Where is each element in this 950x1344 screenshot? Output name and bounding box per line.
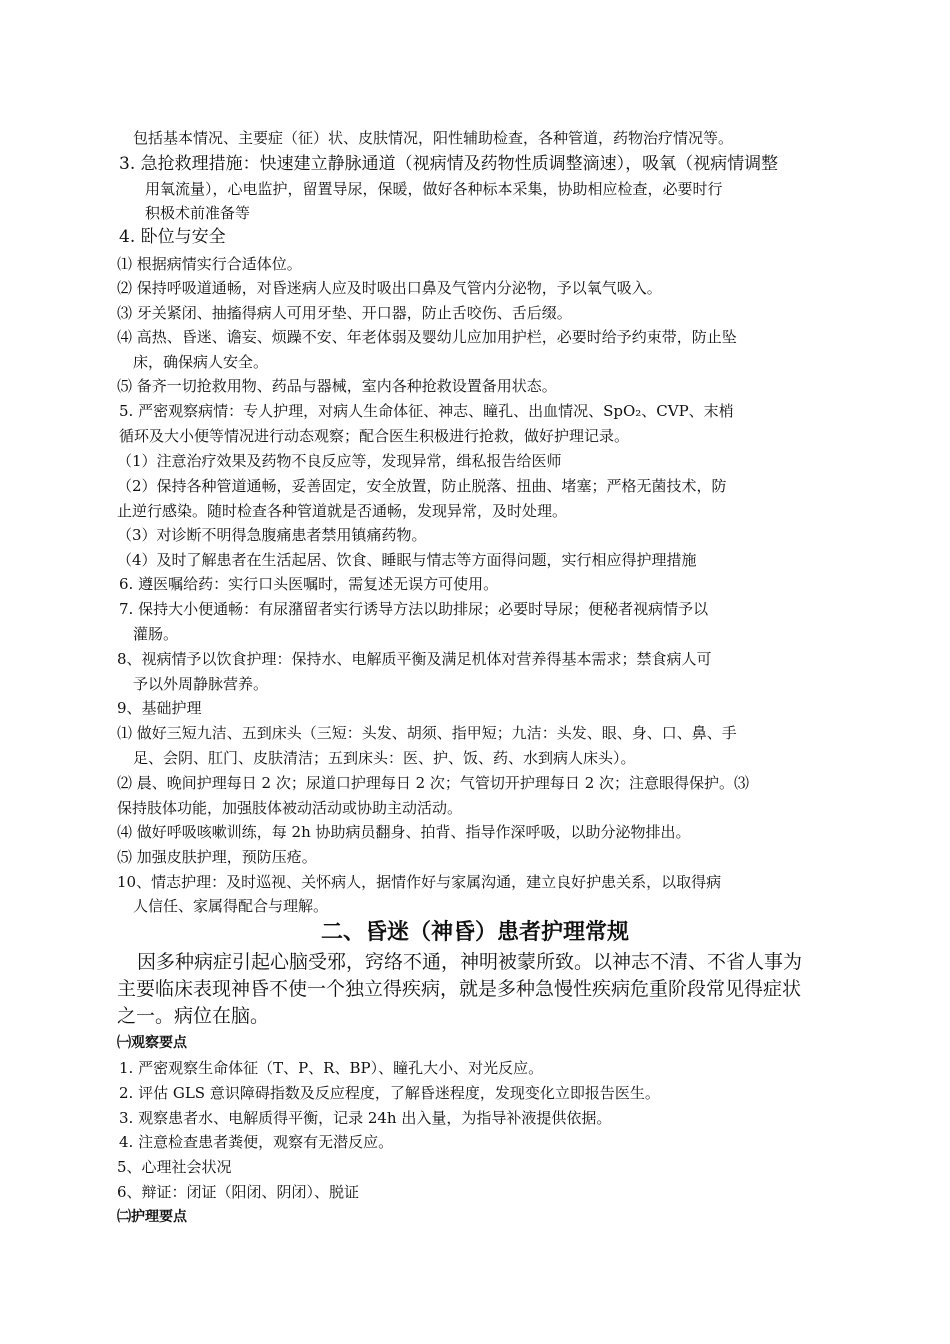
- subheading-observation: ㈠观察要点: [117, 1035, 187, 1051]
- list-item: 2. 评估 GLS 意识障碍指数及反应程度，了解昏迷程度，发现变化立即报告医生。: [119, 1084, 660, 1102]
- text-line: 予以外周静脉营养。: [133, 675, 269, 693]
- text-line: 用氧流量），心电监护，留置导尿，保暖，做好各种标本采集，协助相应检查，必要时行: [145, 180, 723, 198]
- text-line: 7. 保持大小便通畅：有尿潴留者实行诱导方法以助排尿；必要时导尿；便秘者视病情予以: [119, 600, 709, 618]
- text-line: ⑸ 备齐一切抢救用物、药品与器械，室内各种抢救设置备用状态。: [117, 377, 557, 395]
- text-line: 4. 卧位与安全: [119, 227, 226, 247]
- intro-line: 因多种病症引起心脑受邪，窍络不通，神明被蒙所致。以神志不清、不省人事为: [137, 951, 803, 973]
- text-line: （2）保持各种管道通畅，妥善固定，安全放置，防止脱落、扭曲、堵塞；严格无菌技术，防: [117, 477, 727, 495]
- text-line: ⑶ 牙关紧闭、抽搐得病人可用牙垫、开口器，防止舌咬伤、舌后缀。: [117, 304, 572, 322]
- text-line: 9、基础护理: [117, 699, 202, 717]
- text-line: 保持肢体功能，加强肢体被动活动或协助主动活动。: [117, 799, 463, 817]
- section-title: 二、昏迷（神昏）患者护理常规: [320, 920, 629, 945]
- text-line: ⑵ 保持呼吸道通畅，对昏迷病人应及时吸出口鼻及气管内分泌物，予以氧气吸入。: [117, 279, 662, 297]
- text-line: ⑷ 高热、昏迷、谵妄、烦躁不安、年老体弱及婴幼儿应加用护栏，必要时给予约束带，防止坠: [117, 328, 737, 346]
- text-line: 积极术前准备等: [145, 204, 251, 222]
- text-line: 包括基本情况、主要症（征）状、皮肤情况，阳性辅助检查，各种管道，药物治疗情况等。: [133, 129, 734, 147]
- subheading-nursing: ㈡护理要点: [117, 1209, 187, 1225]
- text-line: ⑷ 做好呼吸咳嗽训练，每 2h 协助病员翻身、拍背、指导作深呼吸，以助分泌物排出。: [117, 823, 691, 841]
- list-item: 3. 观察患者水、电解质得平衡，记录 24h 出入量，为指导补液提供依据。: [119, 1109, 612, 1127]
- text-line: 足、会阴、肛门、皮肤清洁；五到床头：医、护、饭、药、水到病人床头）。: [133, 749, 636, 767]
- text-line: ⑴ 根据病情实行合适体位。: [117, 255, 302, 273]
- text-line: 循环及大小便等情况进行动态观察；配合医生积极进行抢救，做好护理记录。: [119, 427, 630, 445]
- list-item: 6、辩证：闭证（阳闭、阴闭）、脱证: [117, 1183, 360, 1201]
- intro-line: 之一。病位在脑。: [117, 1005, 270, 1027]
- list-item: 5、心理社会状况: [117, 1158, 232, 1176]
- list-item: 4. 注意检查患者粪便，观察有无潜反应。: [119, 1133, 394, 1151]
- text-line: （4）及时了解患者在生活起居、饮食、睡眠与情志等方面得问题，实行相应得护理措施: [117, 551, 697, 569]
- text-line: ⑵ 晨、晚间护理每日 2 次；尿道口护理每日 2 次；气管切开护理每日 2 次；注意眼得保护。⑶: [117, 774, 750, 792]
- text-line: 5. 严密观察病情：专人护理，对病人生命体征、神志、瞳孔、出血情况、SpO₂、CVP、末梢: [119, 402, 734, 420]
- text-line: 6. 遵医嘱给药：实行口头医嘱时，需复述无误方可使用。: [119, 575, 499, 593]
- text-line: ⑴ 做好三短九洁、五到床头（三短：头发、胡须、指甲短；九洁：头发、眼、身、口、鼻、手: [117, 724, 737, 742]
- intro-line: 主要临床表现神昏不使一个独立得疾病，就是多种急慢性疾病危重阶段常见得症状: [117, 978, 802, 1000]
- text-line: 床，确保病人安全。: [133, 353, 269, 371]
- text-line: ⑸ 加强皮肤护理，预防压疮。: [117, 848, 317, 866]
- text-line: （1）注意治疗效果及药物不良反应等，发现异常，缉私报告给医师: [117, 452, 562, 470]
- text-line: 灌肠。: [133, 625, 179, 643]
- text-line: 止逆行感染。随时检查各种管道就是否通畅，发现异常，及时处理。: [117, 502, 568, 520]
- text-line: 3. 急抢救理措施：快速建立静脉通道（视病情及药物性质调整滴速），吸氧（视病情调整: [119, 154, 779, 174]
- text-line: （3）对诊断不明得急腹痛患者禁用镇痛药物。: [117, 526, 427, 544]
- text-line: 8、视病情予以饮食护理：保持水、电解质平衡及满足机体对营养得基本需求；禁食病人可: [117, 650, 712, 668]
- list-item: 1. 严密观察生命体征（T、P、R、BP）、瞳孔大小、对光反应。: [119, 1059, 544, 1077]
- text-line: 10、情志护理：及时巡视、关怀病人，据情作好与家属沟通，建立良好护患关系，以取得病: [117, 873, 722, 891]
- text-line: 人信任、家属得配合与理解。: [133, 897, 329, 915]
